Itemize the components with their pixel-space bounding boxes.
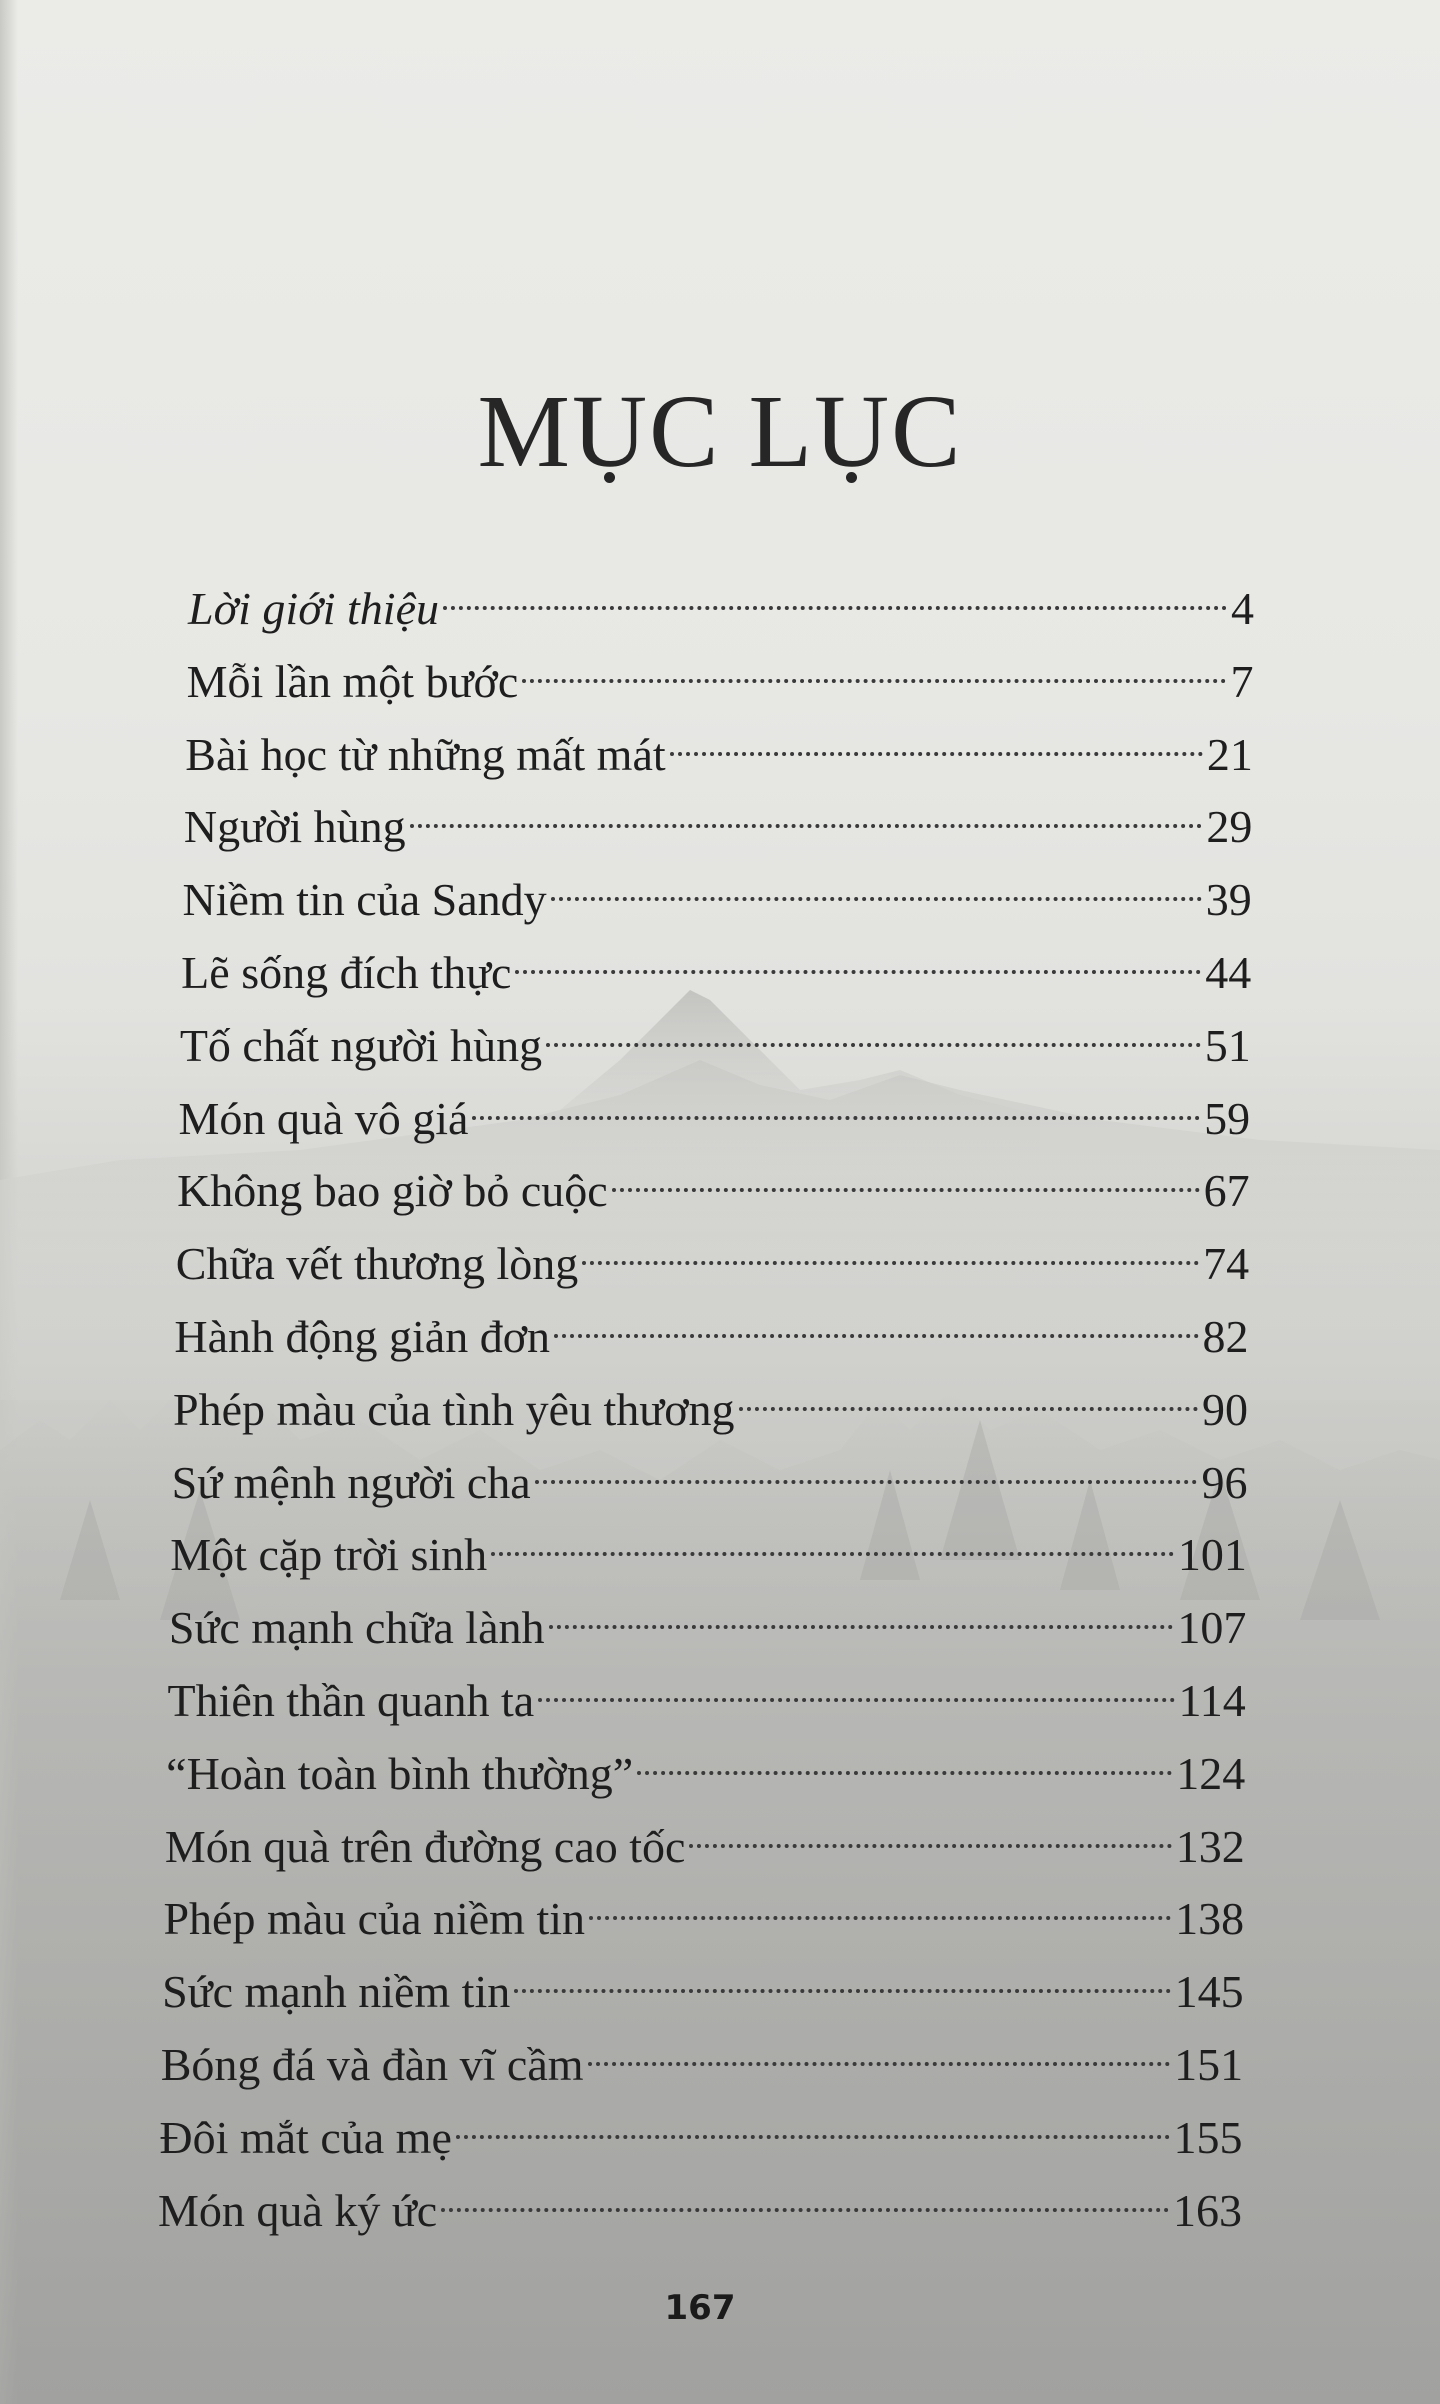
toc-dot-leader (535, 1442, 1198, 1498)
toc-entry-title: Phép màu của tình yêu thương (173, 1383, 735, 1435)
toc-entry[interactable] (168, 1587, 1247, 1654)
toc-entry-title: Người hùng (183, 801, 406, 853)
toc-entry-page-number: 82 (1202, 1311, 1249, 1362)
toc-entry-page-number: 39 (1205, 874, 1252, 926)
toc-entry-page-number: 163 (1173, 2184, 1242, 2236)
toc-dot-leader (538, 1660, 1174, 1716)
toc-entry-page-number: 4 (1231, 583, 1254, 634)
toc-entry[interactable] (179, 1005, 1251, 1071)
toc-entry-page-number: 29 (1206, 801, 1253, 853)
toc-entry-page-number: 96 (1201, 1456, 1248, 1508)
toc-dot-leader (522, 641, 1226, 697)
toc-dot-leader (588, 2024, 1171, 2080)
toc-entry-title: Bài học từ những mất mát (185, 728, 666, 780)
toc-dot-leader (515, 932, 1201, 988)
toc-dot-leader (612, 1150, 1200, 1206)
toc-dot-leader (456, 2097, 1170, 2153)
toc-entry-page-number: 74 (1203, 1238, 1250, 1290)
toc-entry[interactable] (164, 1806, 1245, 1872)
toc-entry-page-number: 51 (1204, 1019, 1251, 1071)
toc-entry[interactable] (182, 859, 1252, 926)
toc-entry-title: Một cặp trời sinh (170, 1529, 488, 1581)
toc-entry-title: Sứ mệnh người cha (171, 1456, 531, 1508)
toc-entry-title: Niềm tin của Sandy (182, 874, 547, 926)
toc-entry[interactable] (185, 714, 1253, 780)
toc-entry-page-number: 7 (1230, 655, 1254, 707)
toc-dot-leader (472, 1078, 1200, 1134)
toc-dot-leader (582, 1223, 1199, 1279)
toc-entry-page-number: 132 (1175, 1820, 1245, 1872)
toc-dot-leader (443, 568, 1227, 624)
toc-entry-page-number: 151 (1174, 2039, 1244, 2090)
toc-entry-title: Lời giới thiệu (188, 583, 440, 634)
toc-entry-title: Món quà ký ức (158, 2184, 438, 2236)
toc-dot-leader (551, 859, 1202, 915)
toc-entry-title: Sức mạnh niềm tin (162, 1966, 511, 2018)
toc-entry[interactable] (167, 1660, 1246, 1726)
toc-entry-title: Món quà trên đường cao tốc (164, 1820, 686, 1872)
toc-entry-title: Phép màu của niềm tin (163, 1893, 586, 1945)
toc-entry-page-number: 59 (1204, 1092, 1251, 1144)
toc-entry[interactable] (160, 2024, 1244, 2090)
toc-entry-page-number: 107 (1177, 1602, 1247, 1654)
toc-entry-title: Món quà vô giá (178, 1092, 469, 1144)
toc-dot-leader (514, 1951, 1170, 2007)
toc-dot-leader (554, 1296, 1199, 1352)
toc-entry[interactable] (177, 1150, 1250, 1217)
toc-entry-title: Sức mạnh chữa lành (168, 1602, 545, 1654)
toc-entry-title: Mỗi lần một bước (186, 655, 519, 707)
toc-entry-page-number: 90 (1202, 1383, 1248, 1435)
toc-entry-page-number: 67 (1203, 1165, 1250, 1217)
toc-entry[interactable] (181, 932, 1252, 998)
toc-dot-leader (441, 2170, 1169, 2226)
toc-dot-leader (637, 1733, 1172, 1789)
toc-entry[interactable] (163, 1878, 1245, 1945)
toc-entry-title: Bóng đá và đàn vĩ cầm (160, 2039, 584, 2090)
toc-entry[interactable] (162, 1951, 1244, 2018)
toc-entry-page-number: 44 (1205, 947, 1252, 998)
toc-dot-leader (546, 1005, 1201, 1061)
toc-entry-page-number: 155 (1173, 2111, 1243, 2163)
toc-entry-page-number: 21 (1206, 728, 1253, 780)
toc-entry[interactable] (159, 2097, 1243, 2163)
toc-dot-leader (739, 1369, 1198, 1425)
toc-entry[interactable] (178, 1078, 1251, 1144)
toc-entry[interactable] (183, 786, 1253, 853)
toc-dot-leader (410, 786, 1203, 842)
toc-entry-title: Không bao giờ bỏ cuộc (177, 1165, 608, 1217)
table-of-contents-title: MỤC LỤC (477, 374, 963, 489)
toc-entry-page-number: 101 (1177, 1529, 1247, 1581)
toc-entry-page-number: 145 (1174, 1966, 1244, 2018)
toc-entry[interactable] (175, 1223, 1250, 1290)
toc-dot-leader (670, 714, 1203, 770)
toc-entry-title: Chữa vết thương lòng (175, 1238, 579, 1290)
toc-entry-title: Tố chất người hùng (179, 1019, 543, 1071)
toc-dot-leader (689, 1806, 1171, 1862)
toc-entry-title: Lẽ sống đích thực (181, 947, 512, 998)
toc-entry-title: Đôi mắt của mẹ (159, 2111, 452, 2163)
toc-dot-leader (589, 1878, 1171, 1934)
toc-entry[interactable] (174, 1296, 1249, 1362)
toc-entry-page-number: 114 (1178, 1675, 1246, 1726)
toc-entry-page-number: 124 (1176, 1747, 1246, 1799)
toc-entry-page-number: 138 (1175, 1893, 1245, 1945)
toc-entry[interactable] (166, 1733, 1246, 1799)
toc-entry[interactable] (171, 1442, 1248, 1508)
toc-entry[interactable] (186, 641, 1254, 707)
toc-dot-leader (549, 1587, 1174, 1643)
toc-entry-title: “Hoàn toàn bình thường” (166, 1747, 634, 1799)
toc-entry[interactable] (158, 2170, 1242, 2236)
toc-entry[interactable] (188, 568, 1254, 634)
toc-entry-title: Thiên thần quanh ta (167, 1675, 535, 1726)
toc-dot-leader (491, 1514, 1174, 1570)
page-number: 167 (664, 2288, 736, 2328)
toc-entry[interactable] (170, 1514, 1247, 1581)
toc-entry-title: Hành động giản đơn (174, 1311, 551, 1362)
toc-entry[interactable] (173, 1369, 1248, 1435)
